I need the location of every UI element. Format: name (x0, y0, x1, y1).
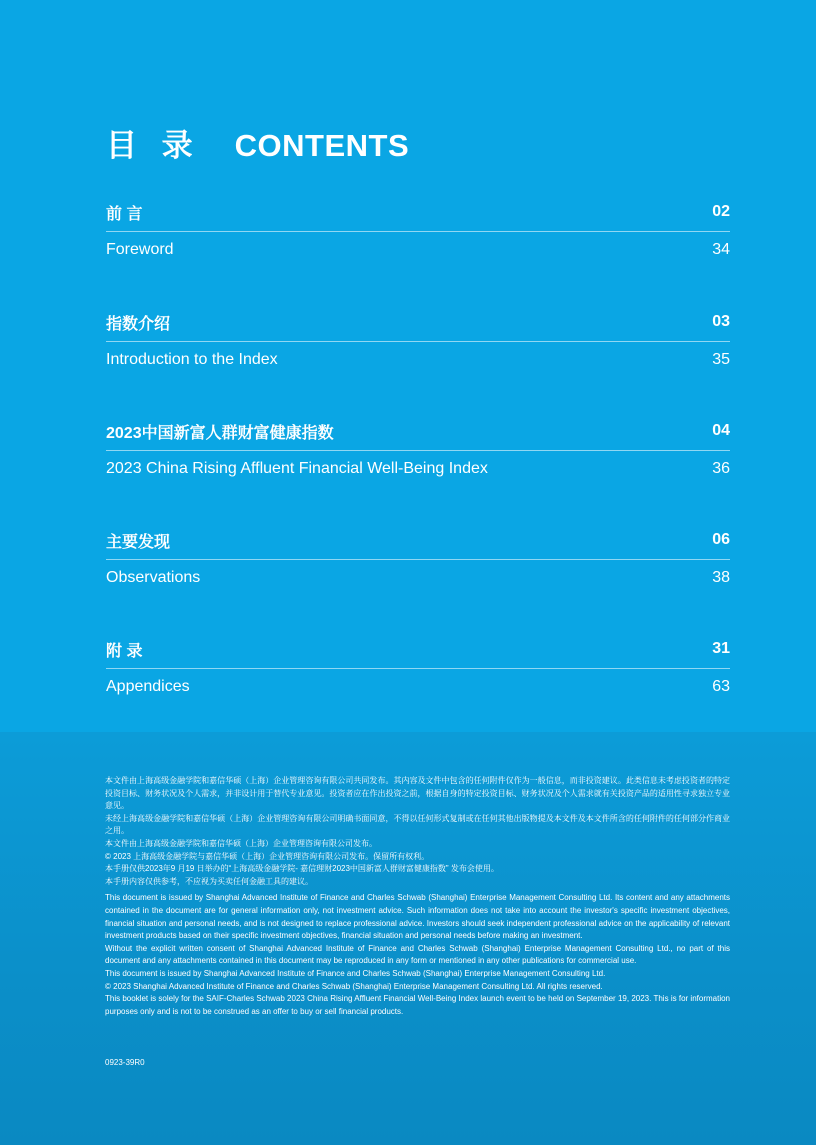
toc-zh-page: 06 (712, 531, 730, 548)
page-title (106, 120, 409, 165)
disclaimer-text (105, 775, 730, 1018)
toc-entry-introduction[interactable] (106, 303, 730, 378)
toc-zh-label: 2023中国新富人群财富健康指数 (106, 424, 334, 442)
toc-en-page: 34 (712, 241, 730, 258)
toc-en-label: Observations (106, 569, 201, 586)
toc-zh-label: 前 言 (106, 205, 143, 223)
disclaimer-zh-paragraph: 本文件由上海高级金融学院和嘉信华硕（上海）企业管理咨询有限公司共同发布。其内容及文件中包含的任何附件仅作为一般信息，而非投资建议。此类信息未考虑投资者的特定投资目标、财务状况及个人需求，并非设计用于替代专业意见。投资者应在作出投资之前，根据自身的特定投资目标、财务状况及个人需求就有关投资产品的适用性寻求独立专业意见。 (105, 776, 730, 811)
toc-en-page: 36 (712, 460, 730, 477)
toc-en-label: 2023 China Rising Affluent Financial Well-Being Index (106, 460, 488, 477)
disclaimer-zh-paragraph: 本文件由上海高级金融学院和嘉信华硕（上海）企业管理咨询有限公司发布。 (105, 838, 377, 848)
disclaimer-en-paragraph: This booklet is solely for the SAIF-Charles Schwab 2023 China Rising Affluent Financial Well-Being Index launch event to be held on September 19, 2023. This is for information purposes only and is not to be construed as an offer to buy or sell financial products. (105, 994, 730, 1016)
toc-en-page: 38 (712, 569, 730, 586)
title-en: CONTENTS (234, 128, 410, 163)
toc-entry-index[interactable] (106, 412, 730, 487)
toc-en-page: 63 (712, 678, 730, 695)
toc-zh-page: 31 (712, 640, 730, 657)
toc-en-page: 35 (712, 351, 730, 368)
toc-zh-label: 主要发现 (106, 533, 171, 551)
toc-zh-label: 指数介绍 (106, 315, 171, 333)
disclaimer-en-paragraph: This document is issued by Shanghai Advanced Institute of Finance and Charles Schwab (Shanghai) Enterprise Management Consulting Ltd. (105, 968, 606, 978)
toc-entry-appendices[interactable] (106, 630, 730, 705)
document-code: 0923-39R0 (105, 1058, 145, 1067)
toc-en-label: Introduction to the Index (106, 351, 278, 368)
toc-zh-label: 附 录 (106, 642, 143, 660)
toc-zh-page: 03 (712, 313, 730, 330)
toc-zh-page: 02 (712, 203, 730, 220)
disclaimer-zh-paragraph: 未经上海高级金融学院和嘉信华硕（上海）企业管理咨询有限公司明确书面同意，不得以任何形式复制或在任何其他出版物提及本文件及本文件所含的任何附件的任何部分作商业之用。 (105, 813, 730, 836)
toc-entry-foreword[interactable] (106, 193, 730, 268)
disclaimer-en-paragraph: Without the explicit written consent of Shanghai Advanced Institute of Finance and Charles Schwab (Shanghai) Enterprise Management Consulting Ltd., no part of this document and any attachments contained in this document may be reproduced in any form or mentioned in any other publications for commercial use. (105, 943, 730, 966)
disclaimer-en-paragraph: © 2023 Shanghai Advanced Institute of Finance and Charles Schwab (Shanghai) Enterprise Management Consulting Ltd. All rights reserved. (105, 981, 603, 991)
disclaimer-zh-paragraph: © 2023 上海高级金融学院与嘉信华硕（上海）企业管理咨询有限公司发布。保留所有权利。 (105, 851, 430, 861)
toc-en-label: Appendices (106, 678, 190, 695)
disclaimer-en-paragraph: This document is issued by Shanghai Advanced Institute of Finance and Charles Schwab (Shanghai) Enterprise Management Consulting Ltd. Its content and any attachments contained in the document are for general information only, not investment advice. Such information does not take into account the investor's specific investment objectives, financial situation and personal needs, and is not designed to replace professional advice. Investors should seek independent professional advice on the applicability of relevant investment products based on their specific investment objectives, financial situation and personal needs before making an investment. (105, 893, 730, 941)
disclaimer-zh-paragraph: 本手册仅供2023年9 月19 日举办的“上海高级金融学院- 嘉信理财2023中国新富人群财富健康指数” 发布会使用。 (105, 864, 499, 874)
toc-zh-page: 04 (712, 422, 730, 439)
toc-entry-observations[interactable] (106, 521, 730, 596)
title-zh: 目 录 (106, 128, 201, 163)
disclaimer-zh-paragraph: 本手册内容仅供参考，不应视为买卖任何金融工具的建议。 (105, 876, 313, 886)
toc-en-label: Foreword (106, 241, 174, 258)
